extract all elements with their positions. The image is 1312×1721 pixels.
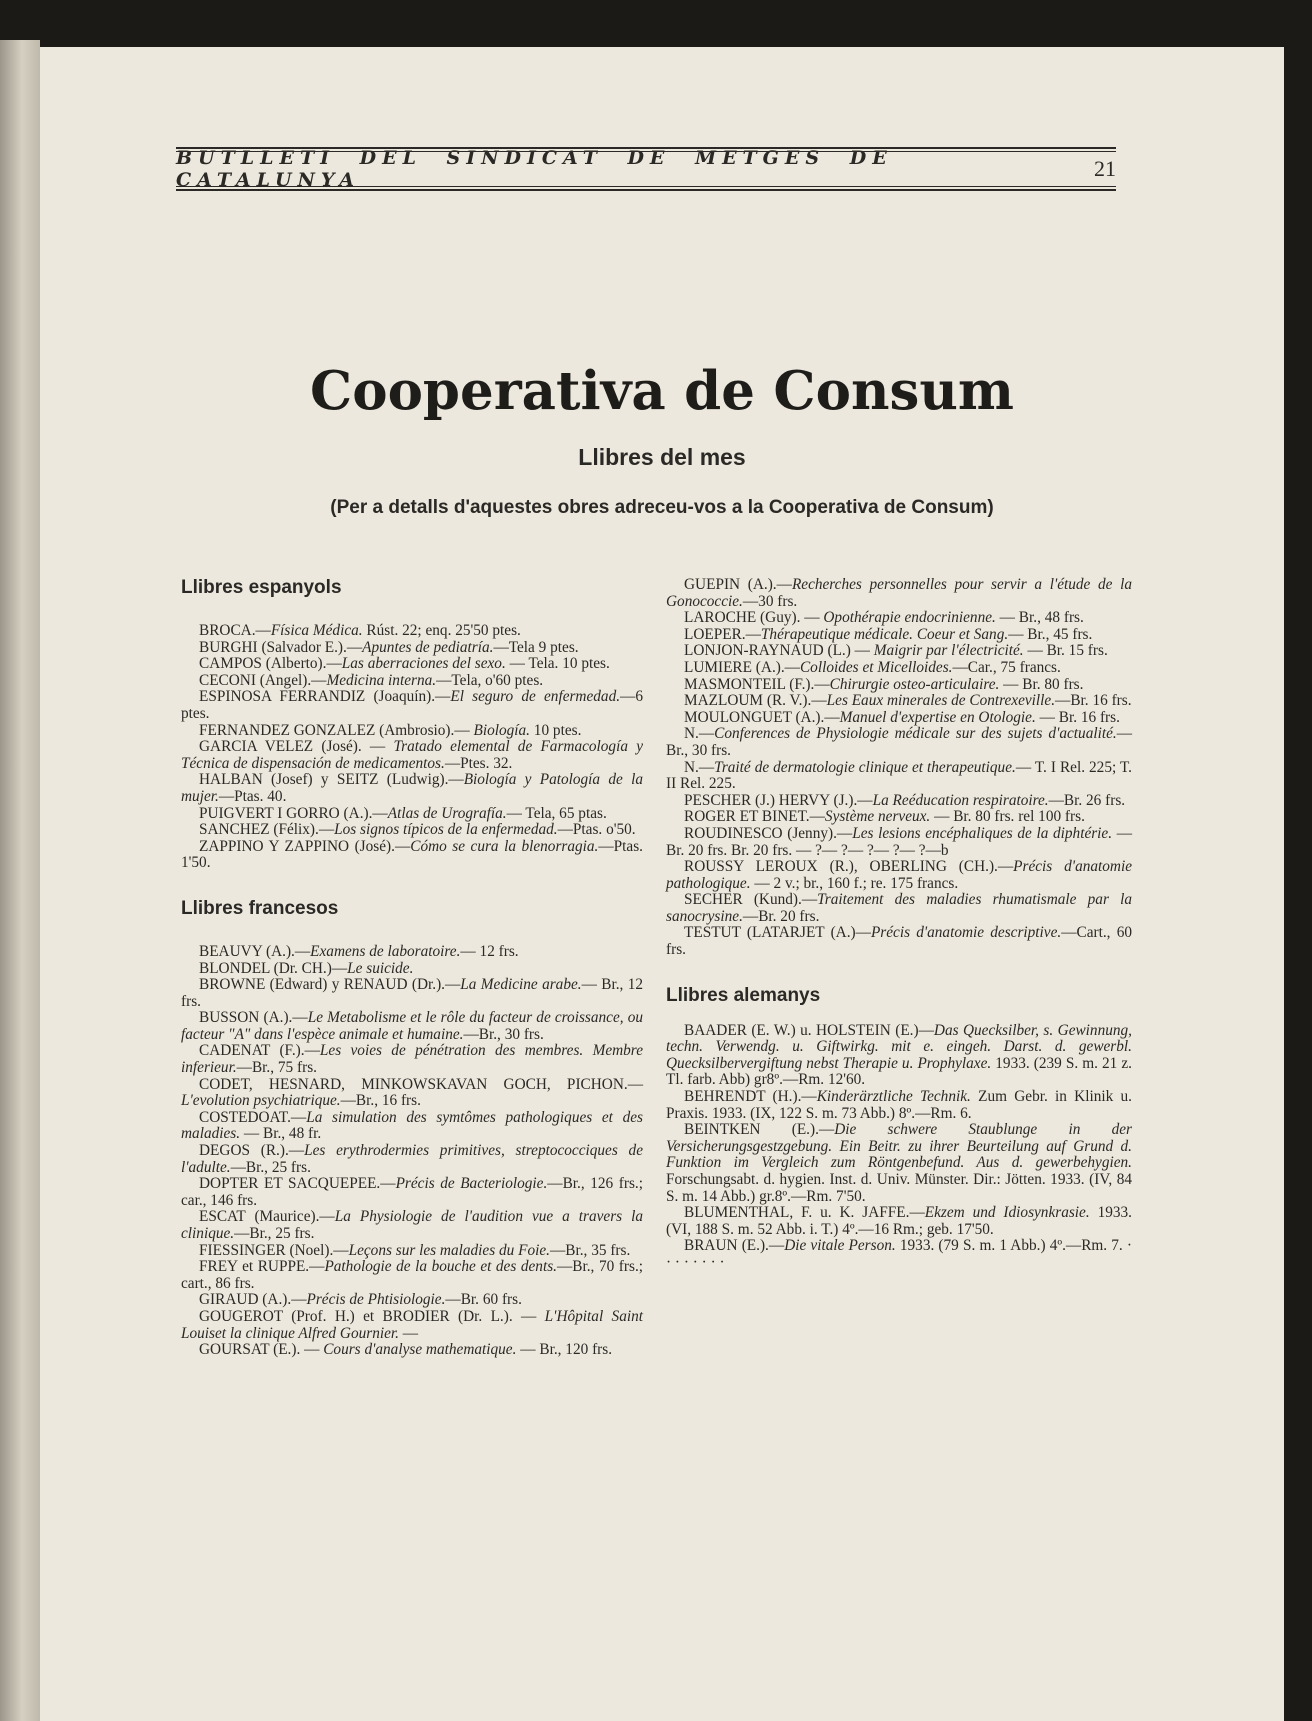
entry-author: BAADER (E. W.) u. HOLSTEIN (E.)— bbox=[684, 1021, 934, 1039]
entry-author: GOURSAT (E.). — bbox=[199, 1341, 324, 1359]
entry-details: — Br., 12 frs. bbox=[181, 976, 644, 1010]
book-entry bbox=[666, 1205, 1132, 1238]
book-entry bbox=[666, 859, 1132, 892]
entry-title: Recherches personnelles pour servir a l'étude de la Gonococcie. bbox=[666, 576, 1132, 610]
book-entry bbox=[666, 710, 1132, 727]
entry-details: — T. I Rel. 225; T. II Rel. 225. bbox=[666, 758, 1132, 793]
entry-details: — Br. 15 frs. bbox=[1023, 642, 1108, 660]
entry-details: —Br., 35 frs. bbox=[549, 1241, 631, 1259]
entry-author: SECHER (Kund).— bbox=[684, 891, 818, 909]
entry-author: BURGHI (Salvador E.).— bbox=[199, 638, 363, 656]
book-entry bbox=[181, 1077, 643, 1110]
book-entry bbox=[666, 760, 1132, 793]
book-entry bbox=[181, 1176, 643, 1209]
entry-title: Les Eaux minerales de Contrexeville. bbox=[826, 692, 1056, 710]
entry-title: Précis d'anatomie pathologique. bbox=[666, 858, 1132, 892]
entry-author: GARCIA VELEZ (José). — bbox=[199, 738, 394, 756]
entry-details: — Tela, 65 ptas. bbox=[506, 804, 607, 822]
entry-author: CECONI (Angel).— bbox=[199, 671, 327, 689]
entry-title: Atlas de Urografía. bbox=[387, 804, 507, 822]
entry-details: — Br. 16 frs. bbox=[1035, 708, 1120, 726]
book-entry bbox=[666, 726, 1132, 759]
book-entry bbox=[181, 723, 643, 740]
book-entry bbox=[181, 1110, 643, 1143]
book-entry bbox=[666, 643, 1132, 660]
entries-francesos-left bbox=[181, 944, 643, 1359]
entry-details: — Br., 45 frs. bbox=[1008, 625, 1093, 643]
entry-details: —Cart., 60 frs. bbox=[666, 924, 1132, 959]
book-entry bbox=[181, 1292, 643, 1309]
entry-details: — Br., 120 frs. bbox=[516, 1341, 613, 1359]
entry-details: —Car., 75 francs. bbox=[952, 658, 1061, 676]
entry-title: Précis d'anatomie descriptive. bbox=[870, 924, 1062, 942]
page-subtitle: Llibres del mes bbox=[578, 444, 746, 470]
entry-details: —Br. 16 frs. bbox=[1055, 692, 1132, 710]
entry-details: —Br., 75 frs. bbox=[236, 1059, 317, 1077]
entries-espanyols bbox=[181, 623, 643, 872]
book-entry bbox=[666, 577, 1132, 610]
entry-author: BUSSON (A.).— bbox=[199, 1009, 308, 1027]
entry-author: BEHRENDT (H.).— bbox=[684, 1088, 817, 1106]
entry-details: —30 frs. bbox=[742, 592, 798, 610]
book-entry bbox=[666, 660, 1132, 677]
entry-title: L'evolution psychiatrique. bbox=[181, 1092, 341, 1110]
entry-details: —Br., 16 frs. bbox=[340, 1092, 421, 1110]
entry-details: — Br. 80 frs. bbox=[999, 675, 1084, 693]
book-entry bbox=[181, 977, 643, 1010]
book-entry bbox=[181, 961, 643, 978]
entry-author: ZAPPINO Y ZAPPINO (José).— bbox=[199, 837, 411, 855]
right-column bbox=[666, 577, 1132, 1272]
entry-author: LUMIERE (A.).— bbox=[684, 658, 800, 676]
entry-title: Système nerveux. bbox=[824, 808, 931, 826]
entry-title: L'Hôpital Saint Louiset la clinique Alfred Gournier. bbox=[181, 1307, 643, 1342]
entry-author: CODET, HESNARD, MINKOWSKAVAN GOCH, PICHON.— bbox=[199, 1075, 643, 1093]
entry-title: Biología. bbox=[473, 721, 530, 739]
entry-author: GUEPIN (A.).— bbox=[684, 576, 792, 593]
entry-title: Traité de dermatologie clinique et therapeutique. bbox=[714, 758, 1016, 776]
entry-author: BROCA.— bbox=[199, 622, 271, 639]
entry-details: —Br., 70 frs.; cart., 86 frs. bbox=[181, 1258, 644, 1292]
entry-title: Cómo se cura la blenorragia. bbox=[410, 837, 599, 855]
entry-title: Maigrir par l'électricité. bbox=[873, 642, 1024, 660]
book-entry bbox=[666, 892, 1132, 925]
book-entry bbox=[181, 689, 643, 722]
left-column bbox=[181, 577, 644, 1359]
book-entry bbox=[181, 806, 643, 823]
entry-title: Los signos típicos de la enfermedad. bbox=[334, 821, 558, 839]
entry-title: El seguro de enfermedad. bbox=[450, 688, 621, 706]
entry-details: —Br., 126 frs.; car., 146 frs. bbox=[181, 1175, 643, 1209]
entry-title: Les lesions encéphaliques de la diphtérie. bbox=[852, 824, 1113, 842]
adjacent-page-edge bbox=[0, 40, 40, 1721]
entry-title: Les voies de pénétration des membres. Membre inferieur. bbox=[181, 1042, 643, 1077]
book-entry bbox=[666, 925, 1132, 958]
entry-details: —Br., 30 frs. bbox=[666, 725, 1132, 759]
entry-details: — Br. 20 frs. Br. 20 frs. — ?— ?— ?— ?— ?—b bbox=[666, 824, 1132, 859]
entry-title: La simulation des symtômes pathologiques et des maladies. bbox=[181, 1108, 643, 1143]
entry-details: —Ptas. 1'50. bbox=[181, 837, 643, 872]
entry-details: —Br., 30 frs. bbox=[463, 1025, 544, 1043]
book-entry bbox=[181, 839, 643, 872]
entry-author: FIESSINGER (Noel).— bbox=[199, 1241, 349, 1259]
entry-author: DOPTER ET SACQUEPEE.— bbox=[199, 1175, 396, 1193]
entry-title: Thérapeutique médicale. Coeur et Sang. bbox=[760, 625, 1009, 643]
entry-author: PUIGVERT I GORRO (A.).— bbox=[199, 804, 388, 822]
entry-author: HALBAN (Josef) y SEITZ (Ludwig).— bbox=[199, 771, 464, 789]
entry-author: MASMONTEIL (F.).— bbox=[684, 675, 830, 693]
entry-details: —Ptas. 40. bbox=[218, 787, 287, 805]
entry-title: Précis de Bacteriologie. bbox=[395, 1175, 548, 1193]
entry-title: Física Médica. bbox=[270, 622, 363, 639]
entry-author: GOUGEROT (Prof. H.) et BRODIER (Dr. L.). — bbox=[199, 1307, 545, 1325]
book-entry bbox=[181, 640, 643, 657]
entry-title: Manuel d'expertise en Otologie. bbox=[839, 708, 1036, 726]
entry-title: Colloides et Micelloides. bbox=[799, 658, 953, 676]
entry-title: Précis de Phtisiologie. bbox=[306, 1291, 446, 1309]
entry-author: BEAUVY (A.).— bbox=[199, 942, 311, 960]
entry-details: 1933. (239 S. m. 21 z. Tl. farb. Abb) gr8º.—Rm. 12'60. bbox=[666, 1054, 1132, 1089]
entry-title: Apuntes de pediatría. bbox=[362, 638, 494, 656]
entry-title: Leçons sur les maladies du Foie. bbox=[348, 1241, 550, 1259]
entry-author: DEGOS (R.).— bbox=[199, 1142, 305, 1160]
journal-title: BUTLLETI DEL SINDICAT DE METGES DE CATALUNYA bbox=[176, 147, 893, 191]
entry-title: Pathologie de la bouche et des dents. bbox=[324, 1258, 557, 1276]
entry-details: —Ptas. o'50. bbox=[557, 821, 636, 839]
book-entry bbox=[181, 1010, 643, 1043]
entry-details: — 2 v.; br., 160 f.; re. 175 francs. bbox=[750, 874, 959, 892]
entry-title: Chirurgie osteo-articulaire. bbox=[829, 675, 1000, 693]
entry-author: LAROCHE (Guy). — bbox=[684, 609, 824, 627]
book-entry bbox=[666, 693, 1132, 710]
entry-details: 1933. (79 S. m. 1 Abb.) 4º.—Rm. 7. · · · · · · · · bbox=[666, 1237, 1133, 1271]
entry-details: Forschungsabt. d. hygien. Inst. d. Univ. Münster. Dir.: Jötten. 1933. (IV, 84 S. m. 14 Abb.) gr.8º.—Rm. 7'50. bbox=[666, 1171, 1132, 1205]
entry-author: BEINTKEN (E.).— bbox=[684, 1121, 835, 1139]
entry-details: —Ptes. 32. bbox=[444, 754, 513, 772]
book-entry bbox=[181, 772, 643, 805]
book-entry bbox=[181, 1243, 643, 1260]
page-number: 21 bbox=[1094, 156, 1116, 181]
book-entry bbox=[181, 623, 643, 640]
book-entry bbox=[181, 673, 643, 690]
entry-title: Tratado elemental de Farmacología y Técnica de dispensación de medicamentos. bbox=[181, 738, 643, 772]
entry-details: — 12 frs. bbox=[460, 942, 519, 960]
entry-title: Traitement des maladies rhumatismale par la sanocrysine. bbox=[666, 891, 1132, 925]
entry-details: —Tela, o'60 ptes. bbox=[436, 671, 544, 689]
entry-author: ROGER ET BINET.— bbox=[684, 808, 825, 826]
entry-author: TESTUT (LATARJET (A.)— bbox=[684, 924, 871, 942]
entry-author: FERNANDEZ GONZALEZ (Ambrosio).— bbox=[199, 721, 474, 739]
entry-title: Ekzem und Idiosynkrasie. bbox=[924, 1204, 1090, 1222]
entry-title: La Reéducation respiratoire. bbox=[872, 791, 1049, 809]
book-entry bbox=[666, 826, 1132, 859]
entry-author: SANCHEZ (Félix).— bbox=[199, 821, 335, 839]
entry-details: — bbox=[398, 1324, 419, 1342]
book-entry bbox=[666, 809, 1132, 826]
entry-details: —Tela 9 ptes. bbox=[493, 638, 579, 656]
book-entry bbox=[181, 822, 643, 839]
entry-author: N.— bbox=[684, 725, 715, 743]
entry-author: FREY et RUPPE.— bbox=[199, 1258, 325, 1276]
entry-details: — Tela. 10 ptes. bbox=[505, 655, 610, 673]
entry-author: LONJON-RAYNAUD (L.) — bbox=[684, 642, 874, 660]
entry-details: — Br., 48 fr. bbox=[240, 1125, 322, 1143]
entry-details: —Br. 26 frs. bbox=[1048, 791, 1126, 809]
entry-details: —Br., 25 frs. bbox=[234, 1225, 315, 1242]
book-entry bbox=[181, 1209, 643, 1242]
entry-author: BLUMENTHAL, F. u. K. JAFFE.— bbox=[684, 1204, 925, 1222]
book-entry bbox=[181, 1309, 643, 1342]
entry-details: —6 ptes. bbox=[181, 688, 643, 722]
entry-author: CADENAT (F.).— bbox=[199, 1042, 320, 1060]
entry-author: BROWNE (Edward) y RENAUD (Dr.).— bbox=[199, 976, 461, 994]
book-entry bbox=[666, 610, 1132, 627]
entry-author: LOEPER.— bbox=[684, 625, 761, 643]
section-heading-alemanys: Llibres alemanys bbox=[666, 984, 821, 1006]
entry-title: Die vitale Person. bbox=[784, 1237, 896, 1255]
running-header bbox=[176, 147, 1116, 191]
entry-author: COSTEDOAT.— bbox=[199, 1108, 307, 1126]
entry-title: Examens de laboratoire. bbox=[310, 942, 461, 960]
entry-title: La Physiologie de l'audition vue a travers la clinique. bbox=[181, 1208, 643, 1242]
entry-details: —Br. 60 frs. bbox=[445, 1291, 522, 1309]
book-entry bbox=[666, 1023, 1132, 1089]
entry-details: 1933. (VI, 188 S. m. 52 Abb. i. T.) 4º.—16 Rm.; geb. 17'50. bbox=[666, 1204, 1132, 1238]
entry-title: Kinderärztliche Technik. bbox=[816, 1088, 971, 1106]
entry-title: Les erythrodermies primitives, streptococciques de l'adulte. bbox=[181, 1142, 643, 1176]
section-heading-francesos: Llibres francesos bbox=[181, 897, 339, 919]
book-entry bbox=[181, 739, 643, 772]
entry-author: MOULONGUET (A.).— bbox=[684, 708, 840, 726]
entry-author: BLONDEL (Dr. CH.)— bbox=[199, 959, 348, 977]
entry-details: —Br. 20 frs. bbox=[742, 907, 820, 925]
book-entry bbox=[666, 1089, 1132, 1122]
book-entry bbox=[666, 627, 1132, 644]
entry-title: Le suicide. bbox=[347, 959, 414, 977]
entry-title: Conferences de Physiologie médicale sur des sujets d'actualité. bbox=[714, 725, 1117, 743]
book-entry bbox=[666, 1238, 1132, 1271]
entry-title: Medicina interna. bbox=[326, 671, 437, 689]
entry-title: Las aberraciones del sexo. bbox=[341, 655, 506, 673]
entry-title: Biología y Patología de la mujer. bbox=[181, 771, 643, 805]
book-entry bbox=[181, 1342, 643, 1359]
entry-author: N.— bbox=[684, 758, 715, 776]
entry-details: Zum Gebr. in Klinik u. Praxis. 1933. (IX, 122 S. m. 73 Abb.) 8º.—Rm. 6. bbox=[666, 1088, 1132, 1122]
book-entry bbox=[666, 677, 1132, 694]
entry-title: Die schwere Staublunge in der Versicherungsgestzgebung. Ein Beitr. zu ihrer Beurteilung auf Grund d. Funktion im Vergleich zum Röntgenbefund. Aus d. gewerbehygien. bbox=[666, 1121, 1132, 1172]
journal-page bbox=[40, 47, 1284, 1721]
entry-title: Opothérapie endocrinienne. bbox=[823, 609, 996, 627]
entry-author: MAZLOUM (R. V.).— bbox=[684, 692, 827, 710]
entry-author: ROUDINESCO (Jenny).— bbox=[684, 824, 853, 842]
section-heading-espanyols: Llibres espanyols bbox=[181, 577, 342, 598]
book-entry bbox=[181, 1143, 643, 1176]
entry-title: Le Metabolisme et le rôle du facteur de croissance, ou facteur "A" dans l'espèce animale et humaine. bbox=[181, 1009, 643, 1043]
entry-author: BRAUN (E.).— bbox=[684, 1237, 785, 1255]
entry-author: ROUSSY LEROUX (R.), OBERLING (CH.).— bbox=[684, 858, 1014, 876]
entry-author: CAMPOS (Alberto).— bbox=[199, 655, 342, 673]
entry-title: Das Quecksilber, s. Gewinnung, techn. Verwendg. u. Giftwirkg. mit e. eingeh. Darst. d. gewerbl. Quecksilbervergiftung nebst Therapie u. Prophylaxe. bbox=[666, 1021, 1132, 1072]
page-note: (Per a detalls d'aquestes obres adreceu-vos a la Cooperativa de Consum) bbox=[330, 497, 994, 518]
book-entry bbox=[181, 1043, 643, 1076]
book-entry bbox=[666, 1122, 1132, 1205]
book-entry bbox=[666, 793, 1132, 810]
page-title: Cooperativa de Consum bbox=[310, 360, 1014, 422]
entry-author: PESCHER (J.) HERVY (J.).— bbox=[684, 791, 873, 809]
entry-details: —Br., 25 frs. bbox=[230, 1158, 311, 1176]
book-entry bbox=[181, 656, 643, 673]
entry-author: GIRAUD (A.).— bbox=[199, 1291, 307, 1309]
book-entry bbox=[181, 944, 643, 961]
entries-alemanys bbox=[666, 1023, 1132, 1272]
entry-details: — Br. 80 frs. rel 100 frs. bbox=[930, 808, 1085, 826]
entry-title: La Medicine arabe. bbox=[460, 976, 582, 994]
entry-author: ESCAT (Maurice).— bbox=[199, 1208, 335, 1226]
entry-details: Rúst. 22; enq. 25'50 ptes. bbox=[362, 622, 521, 639]
book-entry bbox=[181, 1259, 643, 1292]
entry-title: Cours d'analyse mathematique. bbox=[323, 1341, 517, 1359]
entries-francesos-right bbox=[666, 577, 1132, 959]
entry-details: 10 ptes. bbox=[529, 721, 582, 739]
entry-author: ESPINOSA FERRANDIZ (Joaquín).— bbox=[199, 688, 451, 706]
entry-details: — Br., 48 frs. bbox=[995, 609, 1084, 627]
